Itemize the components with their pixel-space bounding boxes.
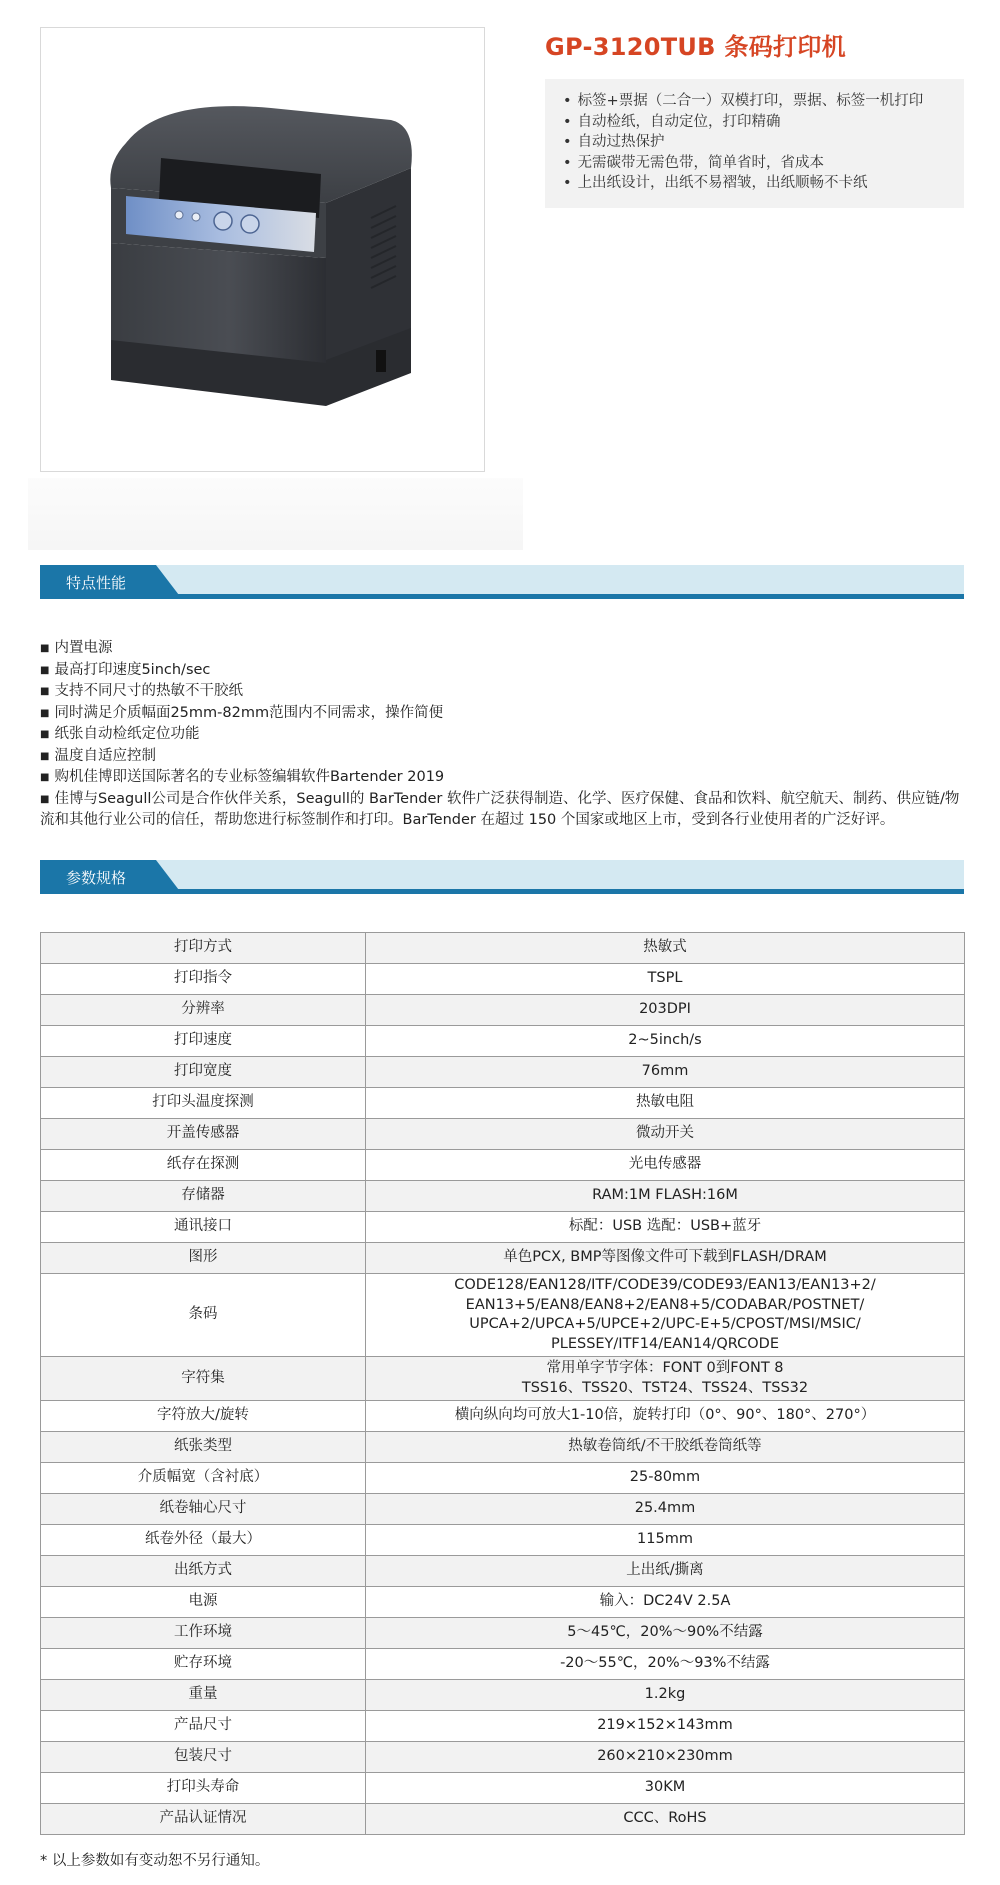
spec-label: 存储器 <box>41 1181 366 1212</box>
spec-value: 30KM <box>366 1773 965 1804</box>
feature-item: ■ 同时满足介质幅面25mm-82mm范围内不同需求，操作简便 <box>40 703 964 725</box>
feature-item: ■ 纸张自动检纸定位功能 <box>40 724 964 746</box>
spec-row <box>41 1274 965 1357</box>
spec-label: 打印宽度 <box>41 1057 366 1088</box>
spec-row <box>41 1463 965 1494</box>
feature-item: ■ 购机佳博即送国际著名的专业标签编辑软件Bartender 2019 <box>40 767 964 789</box>
spec-label: 打印速度 <box>41 1026 366 1057</box>
spec-row <box>41 1212 965 1243</box>
spec-label: 分辨率 <box>41 995 366 1026</box>
spec-row <box>41 1057 965 1088</box>
spec-value: CCC、RoHS <box>366 1804 965 1835</box>
spec-row <box>41 1494 965 1525</box>
spec-value: -20～55℃，20%～93%不结露 <box>366 1649 965 1680</box>
feature-item: ■ 内置电源 <box>40 638 964 660</box>
spec-row <box>41 1587 965 1618</box>
spec-value: 单色PCX, BMP等图像文件可下载到FLASH/DRAM <box>366 1243 965 1274</box>
product-title: GP-3120TUB 条码打印机 <box>545 33 846 61</box>
spec-label: 产品认证情况 <box>41 1804 366 1835</box>
spec-value: 219×152×143mm <box>366 1711 965 1742</box>
summary-item: • 上出纸设计，出纸不易褶皱，出纸顺畅不卡纸 <box>563 173 946 194</box>
spec-value: 5～45℃，20%～90%不结露 <box>366 1618 965 1649</box>
spec-label: 产品尺寸 <box>41 1711 366 1742</box>
spec-row <box>41 1649 965 1680</box>
spec-label: 包装尺寸 <box>41 1742 366 1773</box>
feature-item: ■ 支持不同尺寸的热敏不干胶纸 <box>40 681 964 703</box>
features-list <box>40 638 964 831</box>
spec-value: 标配：USB 选配：USB+蓝牙 <box>366 1212 965 1243</box>
spec-row <box>41 1556 965 1587</box>
spec-row <box>41 1773 965 1804</box>
spec-value: 热敏式 <box>366 933 965 964</box>
spec-label: 打印方式 <box>41 933 366 964</box>
spec-value: 203DPI <box>366 995 965 1026</box>
product-summary <box>545 79 964 208</box>
spec-row <box>41 1243 965 1274</box>
spec-table <box>40 932 965 1835</box>
spec-value: 上出纸/撕离 <box>366 1556 965 1587</box>
spec-label: 通讯接口 <box>41 1212 366 1243</box>
summary-item: • 自动过热保护 <box>563 132 946 153</box>
printer-illustration <box>41 28 484 471</box>
spec-label: 贮存环境 <box>41 1649 366 1680</box>
spec-row <box>41 995 965 1026</box>
spec-label: 电源 <box>41 1587 366 1618</box>
feature-item: ■ 佳博与Seagull公司是合作伙伴关系，Seagull的 BarTender 软件广泛获得制造、化学、医疗保健、食品和饮料、航空航天、制药、供应链/物流和其他行业公司的信任，帮助您进行标签制作和打印。BarTender 在超过 150 个国家或地区上市，受到各行业使用者的广泛好评。 <box>40 789 964 831</box>
spec-label: 纸存在探测 <box>41 1150 366 1181</box>
spec-label: 纸卷轴心尺寸 <box>41 1494 366 1525</box>
spec-value: 115mm <box>366 1525 965 1556</box>
spec-value: 热敏卷筒纸/不干胶纸卷筒纸等 <box>366 1432 965 1463</box>
specs-section-header <box>40 860 964 894</box>
spec-label: 开盖传感器 <box>41 1119 366 1150</box>
spec-label: 打印头温度探测 <box>41 1088 366 1119</box>
spec-value: RAM:1M FLASH:16M <box>366 1181 965 1212</box>
spec-value: CODE128/EAN128/ITF/CODE39/CODE93/EAN13/EAN13+2/ EAN13+5/EAN8/EAN8+2/EAN8+5/CODABAR/POSTNET/ UPCA+2/UPCA+5/UPCE+2/UPC-E+5/CPOST/MSI/MSIC/ PLESSEY/ITF14/EAN14/QRCODE <box>366 1274 965 1357</box>
footnote: * 以上参数如有变动恕不另行通知。 <box>40 1853 270 1869</box>
spec-value: 横向纵向均可放大1-10倍，旋转打印（0°、90°、180°、270°） <box>366 1401 965 1432</box>
feature-item: ■ 温度自适应控制 <box>40 746 964 768</box>
spec-value: 光电传感器 <box>366 1150 965 1181</box>
spec-value: 25.4mm <box>366 1494 965 1525</box>
spec-value: 25-80mm <box>366 1463 965 1494</box>
product-image <box>40 27 485 472</box>
features-section-header <box>40 565 964 599</box>
spec-label: 出纸方式 <box>41 1556 366 1587</box>
spec-row <box>41 1742 965 1773</box>
spec-row <box>41 1026 965 1057</box>
spec-row <box>41 964 965 995</box>
spec-label: 纸卷外径（最大） <box>41 1525 366 1556</box>
spec-value: 260×210×230mm <box>366 1742 965 1773</box>
spec-value: 热敏电阻 <box>366 1088 965 1119</box>
spec-row <box>41 1432 965 1463</box>
spec-value: 76mm <box>366 1057 965 1088</box>
spec-value: 1.2kg <box>366 1680 965 1711</box>
spec-row <box>41 1150 965 1181</box>
spec-row <box>41 933 965 964</box>
spec-label: 字符放大/旋转 <box>41 1401 366 1432</box>
spec-value: 微动开关 <box>366 1119 965 1150</box>
spec-label: 介质幅宽（含衬底） <box>41 1463 366 1494</box>
spec-label: 重量 <box>41 1680 366 1711</box>
spec-value: 输入：DC24V 2.5A <box>366 1587 965 1618</box>
summary-item: • 无需碳带无需色带，简单省时，省成本 <box>563 153 946 174</box>
spec-row <box>41 1088 965 1119</box>
spec-label: 纸张类型 <box>41 1432 366 1463</box>
spec-label: 工作环境 <box>41 1618 366 1649</box>
spec-row <box>41 1119 965 1150</box>
spec-row <box>41 1401 965 1432</box>
spec-row <box>41 1804 965 1835</box>
summary-item: • 自动检纸，自动定位，打印精确 <box>563 112 946 133</box>
spec-row <box>41 1181 965 1212</box>
spec-label: 图形 <box>41 1243 366 1274</box>
spec-row <box>41 1711 965 1742</box>
photo-shadow <box>28 478 523 550</box>
spec-label: 条码 <box>41 1274 366 1357</box>
specs-heading: 参数规格 <box>66 869 127 887</box>
spec-label: 字符集 <box>41 1357 366 1401</box>
spec-row <box>41 1680 965 1711</box>
spec-row <box>41 1357 965 1401</box>
spec-row <box>41 1618 965 1649</box>
spec-label: 打印头寿命 <box>41 1773 366 1804</box>
feature-item: ■ 最高打印速度5inch/sec <box>40 660 964 682</box>
spec-value: 2~5inch/s <box>366 1026 965 1057</box>
spec-row <box>41 1525 965 1556</box>
spec-value: 常用单字节字体：FONT 0到FONT 8 TSS16、TSS20、TST24、TSS24、TSS32 <box>366 1357 965 1401</box>
spec-value: TSPL <box>366 964 965 995</box>
summary-item: • 标签+票据（二合一）双模打印，票据、标签一机打印 <box>563 91 946 112</box>
spec-label: 打印指令 <box>41 964 366 995</box>
features-heading: 特点性能 <box>66 574 127 592</box>
